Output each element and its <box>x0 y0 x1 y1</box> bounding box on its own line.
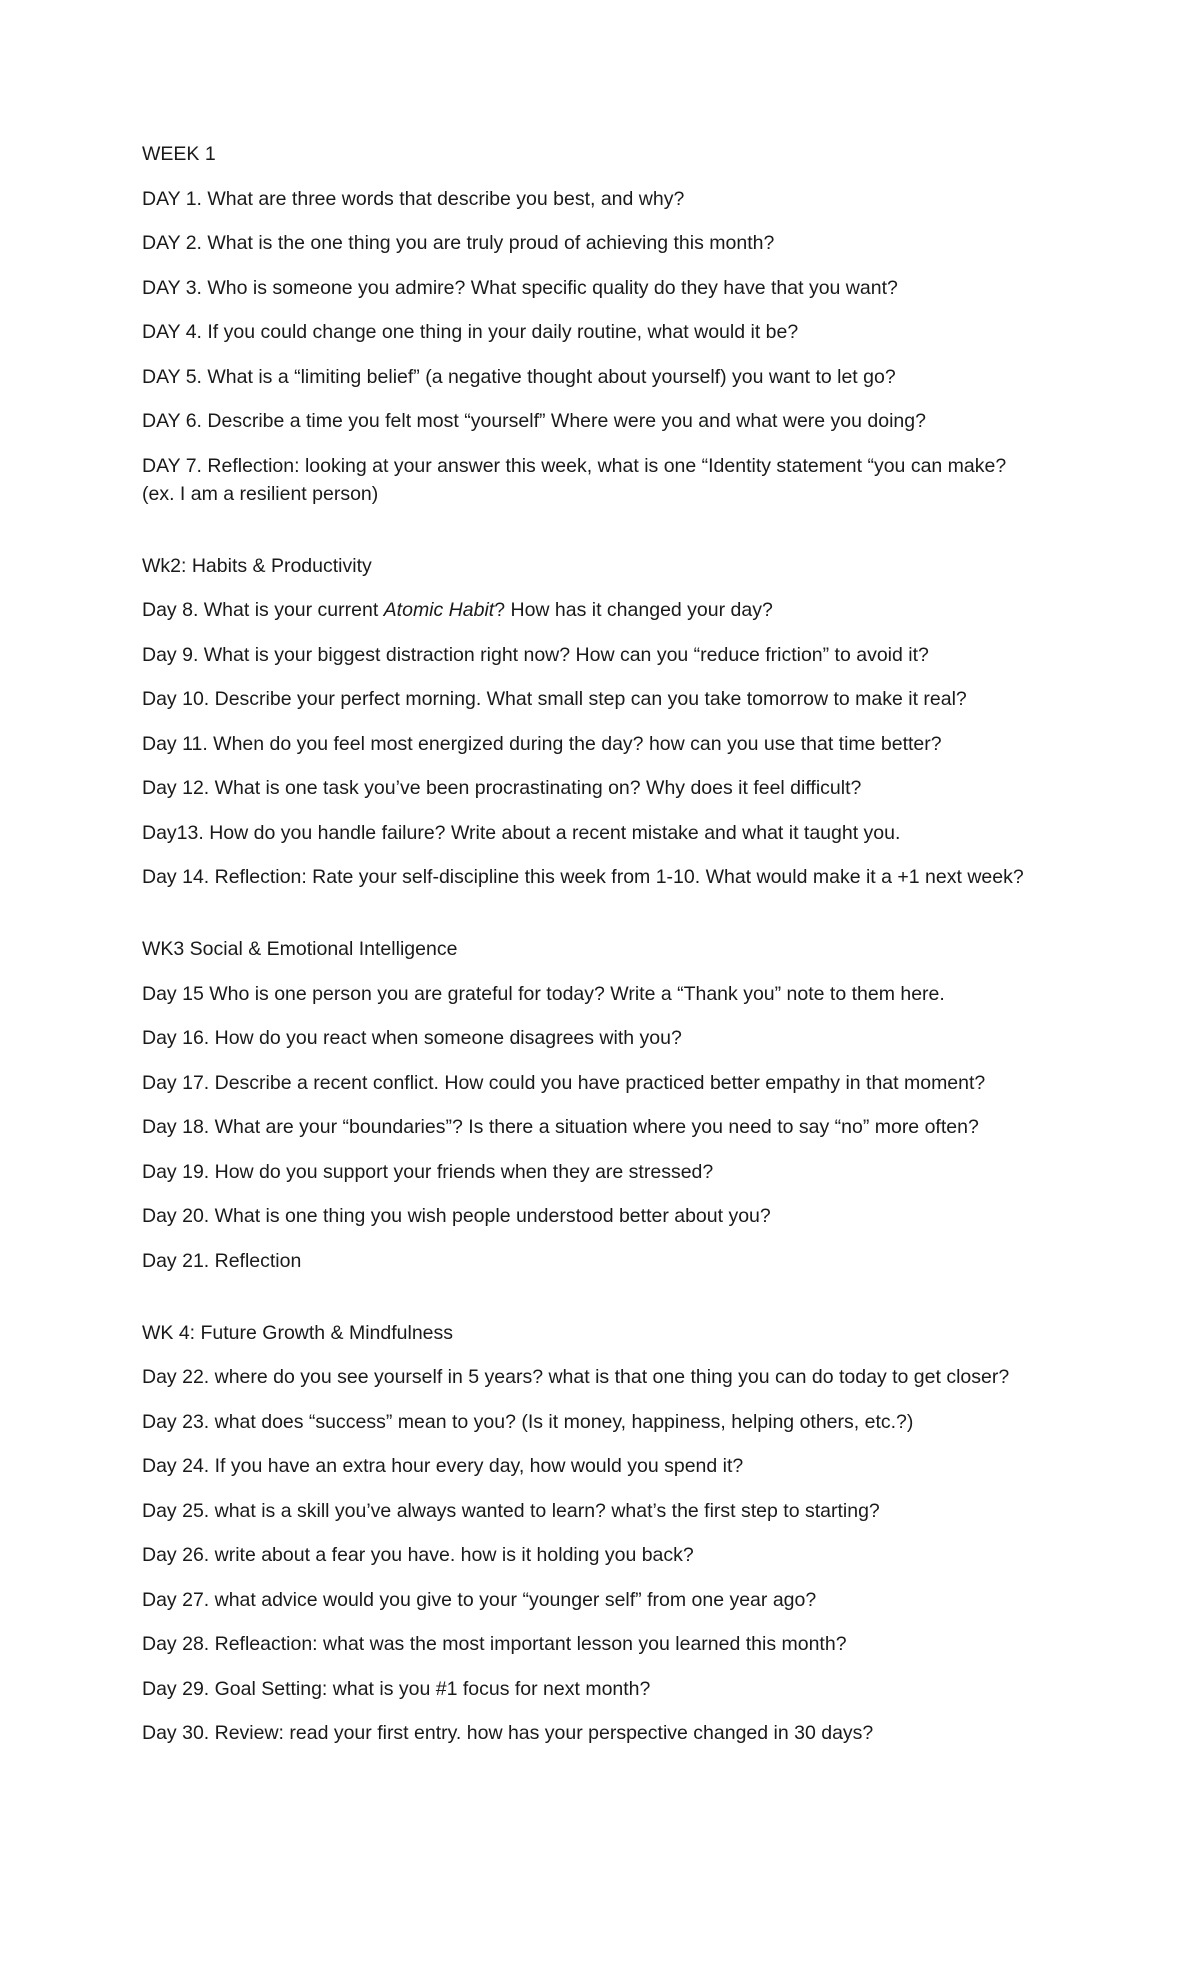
prompt-day-8-italic: Atomic Habit <box>383 599 495 621</box>
prompt-day-26: Day 26. write about a fear you have. how is it holding you back? <box>142 1544 694 1566</box>
prompt-day-9: Day 9. What is your biggest distraction right now? How can you “reduce friction” to avoid it? <box>142 643 929 666</box>
prompt-day-8 <box>142 596 1082 624</box>
prompt-day-19: Day 19. How do you support your friends when they are stressed? <box>142 1160 714 1183</box>
prompt-day-6: DAY 6. Describe a time you felt most “yourself” Where were you and what were you doing? <box>142 410 926 432</box>
prompt-day-11: Day 11. When do you feel most energized during the day? how can you use that time better? <box>142 732 942 755</box>
prompt-day-1: DAY 1. What are three words that describe you best, and why? <box>142 187 685 210</box>
prompt-day-17: Day 17. Describe a recent conflict. How could you have practiced better empathy in that moment? <box>142 1071 986 1094</box>
week2-heading: Wk2: Habits & Productivity <box>142 554 372 577</box>
prompt-day-20: Day 20. What is one thing you wish people understood better about you? <box>142 1205 771 1227</box>
prompt-day-30: Day 30. Review: read your first entry. how has your perspective changed in 30 days? <box>142 1722 874 1744</box>
prompt-day-13: Day13. How do you handle failure? Write about a recent mistake and what it taught you. <box>142 821 901 844</box>
prompt-day-22: Day 22. where do you see yourself in 5 years? what is that one thing you can do today to get closer? <box>142 1366 1010 1388</box>
prompt-day-10: Day 10. Describe your perfect morning. What small step can you take tomorrow to make it real? <box>142 688 967 710</box>
document-page <box>142 140 1082 1764</box>
prompt-day-8-before: Day 8. What is your current <box>142 599 384 621</box>
prompt-day-21: Day 21. Reflection <box>142 1249 302 1272</box>
prompt-day-3: DAY 3. Who is someone you admire? What specific quality do they have that you want? <box>142 276 898 299</box>
prompt-day-27: Day 27. what advice would you give to your “younger self” from one year ago? <box>142 1588 817 1611</box>
prompt-day-5: DAY 5. What is a “limiting belief” (a negative thought about yourself) you want to let go? <box>142 365 896 388</box>
prompt-day-14: Day 14. Reflection: Rate your self-discipline this week from 1-10. What would make it a +1 next week? <box>142 866 1024 888</box>
prompt-day-2: DAY 2. What is the one thing you are truly proud of achieving this month? <box>142 232 775 254</box>
prompt-day-18: Day 18. What are your “boundaries”? Is there a situation where you need to say “no” more often? <box>142 1116 979 1138</box>
prompt-day-25: Day 25. what is a skill you’ve always wanted to learn? what’s the first step to starting? <box>142 1499 880 1522</box>
prompt-day-24: Day 24. If you have an extra hour every day, how would you spend it? <box>142 1455 744 1477</box>
prompt-day-29: Day 29. Goal Setting: what is you #1 focus for next month? <box>142 1677 651 1700</box>
prompt-day-16: Day 16. How do you react when someone disagrees with you? <box>142 1027 682 1049</box>
prompt-day-15: Day 15 Who is one person you are grateful for today? Write a “Thank you” note to them here. <box>142 982 945 1005</box>
prompt-day-7-example: (ex. I am a resilient person) <box>142 482 379 505</box>
week1-heading: WEEK 1 <box>142 143 216 165</box>
week4-heading: WK 4: Future Growth & Mindfulness <box>142 1321 454 1344</box>
prompt-day-23: Day 23. what does “success” mean to you? (Is it money, happiness, helping others, etc.?) <box>142 1410 914 1433</box>
prompt-day-8-after: ? How has it changed your day? <box>494 599 773 621</box>
prompt-day-7: DAY 7. Reflection: looking at your answer this week, what is one “Identity statement “you can make? <box>142 454 1007 477</box>
week3-heading: WK3 Social & Emotional Intelligence <box>142 938 458 960</box>
prompt-day-28: Day 28. Refleaction: what was the most important lesson you learned this month? <box>142 1633 847 1655</box>
prompt-day-4: DAY 4. If you could change one thing in your daily routine, what would it be? <box>142 321 799 343</box>
prompt-day-12: Day 12. What is one task you’ve been procrastinating on? Why does it feel difficult? <box>142 777 862 799</box>
